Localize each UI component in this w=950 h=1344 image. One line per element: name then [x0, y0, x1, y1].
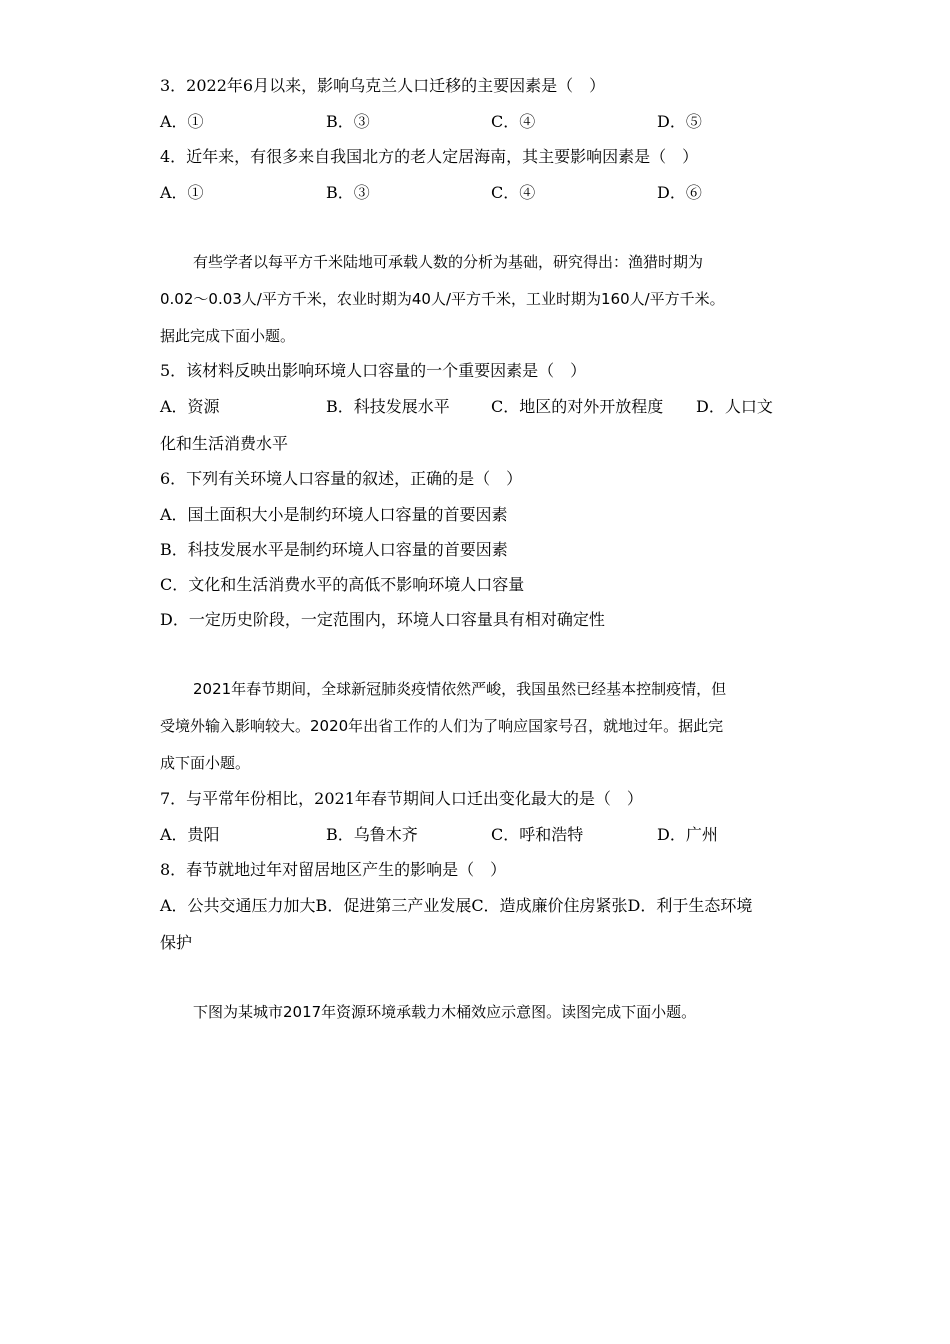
- question-7-stem: 7．与平常年份相比，2021年春节期间人口迁出变化最大的是（ ）: [160, 789, 643, 808]
- question-6-option-d: D．一定历史阶段，一定范围内，环境人口容量具有相对确定性: [160, 610, 605, 629]
- question-5-stem: 5．该材料反映出影响环境人口容量的一个重要因素是（ ）: [160, 361, 587, 380]
- material-2-line-3: 据此完成下面小题。: [160, 327, 296, 345]
- material-2-line-1: 有些学者以每平方千米陆地可承载人数的分析为基础，研究得出：渔猎时期为: [193, 253, 704, 271]
- question-5-option-b: B．科技发展水平: [326, 397, 450, 416]
- material-3-line-1: 2021年春节期间，全球新冠肺炎疫情依然严峻，我国虽然已经基本控制疫情，但: [193, 680, 727, 698]
- question-4-option-c: C．④: [491, 183, 536, 202]
- material-3-line-2: 受境外输入影响较大。2020年出省工作的人们为了响应国家号召，就地过年。据此完: [160, 717, 724, 735]
- question-3-option-d: D．⑤: [657, 112, 702, 131]
- question-7-option-a: A．贵阳: [160, 825, 220, 844]
- question-6-option-c: C．文化和生活消费水平的高低不影响环境人口容量: [160, 575, 525, 594]
- question-5-option-c: C．地区的对外开放程度: [491, 397, 664, 416]
- question-4-option-a: A．①: [160, 183, 204, 202]
- question-7-option-d: D．广州: [657, 825, 718, 844]
- question-4-stem: 4．近年来，有很多来自我国北方的老人定居海南，其主要影响因素是（ ）: [160, 147, 699, 166]
- material-4-line-1: 下图为某城市2017年资源环境承载力木桶效应示意图。读图完成下面小题。: [193, 1003, 697, 1021]
- question-4-option-d: D．⑥: [657, 183, 702, 202]
- question-6-stem: 6．下列有关环境人口容量的叙述，正确的是（ ）: [160, 469, 523, 488]
- question-3-option-a: A．①: [160, 112, 204, 131]
- material-2-line-2: 0.02～0.03人/平方千米，农业时期为40人/平方千米，工业时期为160人/平方千米。: [160, 290, 725, 308]
- question-6-option-a: A．国土面积大小是制约环境人口容量的首要因素: [160, 505, 508, 524]
- question-4-option-b: B．③: [326, 183, 370, 202]
- question-5-option-a: A．资源: [160, 397, 220, 416]
- question-8-continuation: 保护: [160, 933, 193, 952]
- question-7-option-c: C．呼和浩特: [491, 825, 584, 844]
- question-3-option-c: C．④: [491, 112, 536, 131]
- question-5-option-d: D．人口文: [696, 397, 773, 416]
- question-3-option-b: B．③: [326, 112, 370, 131]
- question-5-continuation: 化和生活消费水平: [160, 434, 289, 453]
- question-7-option-b: B．乌鲁木齐: [326, 825, 418, 844]
- material-3-line-3: 成下面小题。: [160, 754, 251, 772]
- question-6-option-b: B．科技发展水平是制约环境人口容量的首要因素: [160, 540, 508, 559]
- question-8-options: A．公共交通压力加大B．促进第三产业发展C．造成廉价住房紧张D．利于生态环境: [160, 896, 753, 915]
- question-8-stem: 8．春节就地过年对留居地区产生的影响是（ ）: [160, 860, 507, 879]
- question-3-stem: 3．2022年6月以来，影响乌克兰人口迁移的主要因素是（ ）: [160, 76, 606, 95]
